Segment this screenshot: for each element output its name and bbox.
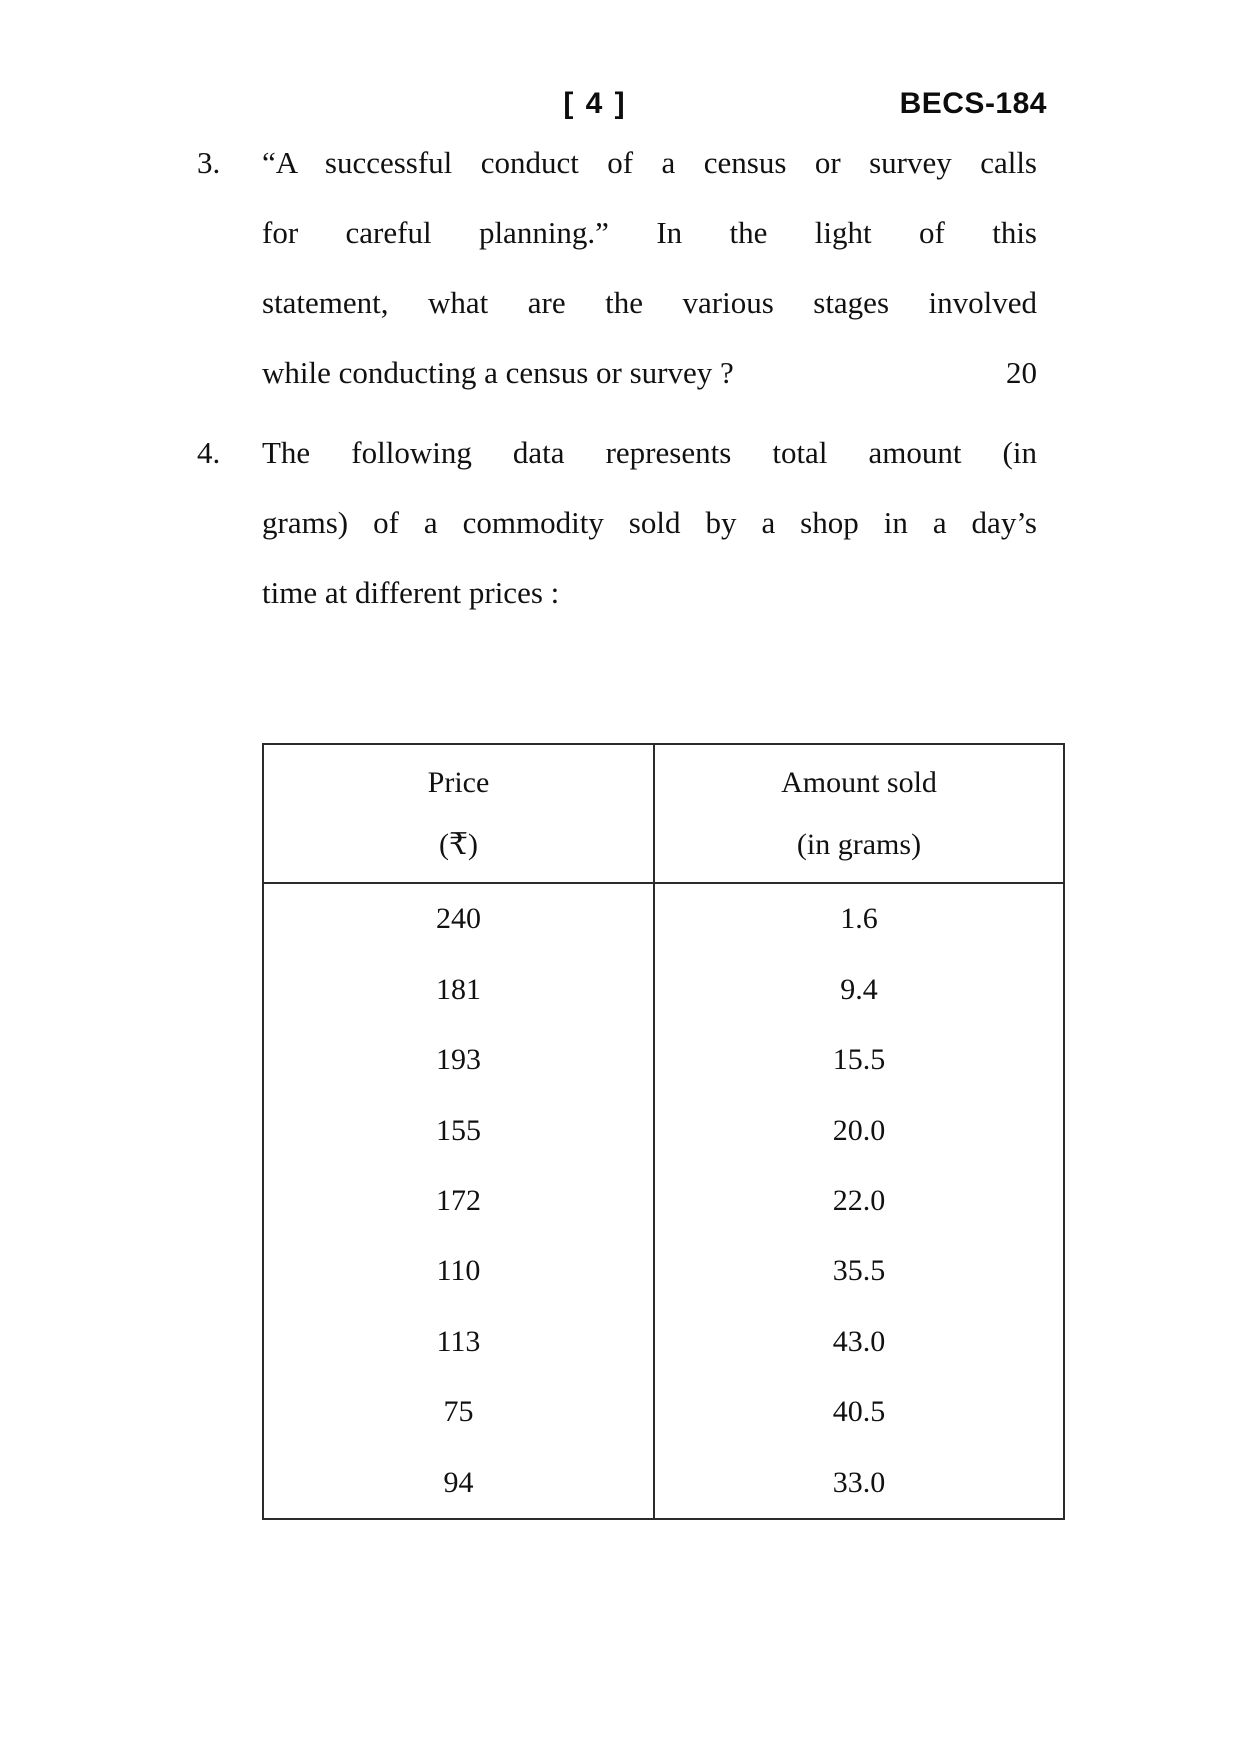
- price-header-unit: (₹): [438, 827, 479, 861]
- price-cell: 75: [443, 1395, 474, 1429]
- question-3-marks: 20: [1006, 355, 1037, 390]
- price-cell: 94: [443, 1465, 474, 1499]
- question-4-line-3: time at different prices :: [262, 575, 560, 610]
- amount-cell: 22.0: [832, 1183, 886, 1217]
- amount-cell: 35.5: [832, 1254, 886, 1288]
- amount-column: [655, 884, 1063, 1518]
- price-cell: 172: [436, 1183, 481, 1217]
- course-code: BECS-184: [899, 87, 1047, 120]
- question-3-text: [262, 128, 1037, 408]
- question-4-line-2: grams) of a commodity sold by a shop in a day’s: [262, 505, 1037, 540]
- question-4-line-1: The following data represents total amount (in: [262, 435, 1037, 470]
- price-header-title: Price: [427, 765, 490, 799]
- table-body: [264, 884, 1063, 1518]
- question-4-number: 4.: [197, 435, 221, 470]
- amount-cell: 33.0: [832, 1465, 886, 1499]
- price-cell: 155: [436, 1113, 481, 1147]
- price-amount-table: [262, 743, 1065, 1520]
- amount-cell: 15.5: [832, 1043, 886, 1077]
- amount-header-title: Amount sold: [781, 765, 937, 799]
- amount-cell: 40.5: [832, 1395, 886, 1429]
- price-header-cell: [264, 745, 655, 882]
- price-column: [264, 884, 655, 1518]
- question-3-line-4-text: while conducting a census or survey ?: [262, 355, 734, 390]
- question-3-line-4: [262, 338, 1037, 408]
- amount-cell: 1.6: [840, 902, 878, 936]
- amount-cell: 43.0: [832, 1324, 886, 1358]
- price-cell: 110: [436, 1254, 481, 1288]
- amount-header-unit: (in grams): [796, 827, 922, 861]
- page-number: [ 4 ]: [563, 87, 627, 120]
- question-3-line-3: statement, what are the various stages involved: [262, 285, 1037, 320]
- price-cell: 240: [436, 902, 481, 936]
- price-cell: 193: [436, 1043, 481, 1077]
- price-cell: 181: [436, 972, 481, 1006]
- amount-cell: 9.4: [840, 972, 878, 1006]
- question-3-line-1: “A successful conduct of a census or survey calls: [262, 145, 1037, 180]
- question-3-number: 3.: [197, 145, 221, 180]
- running-head: [0, 84, 1241, 124]
- question-4-text: [262, 418, 1037, 628]
- question-3-line-2: for careful planning.” In the light of this: [262, 215, 1037, 250]
- price-cell: 113: [436, 1324, 481, 1358]
- amount-cell: 20.0: [832, 1113, 886, 1147]
- table-header-row: [264, 745, 1063, 884]
- amount-header-cell: [655, 745, 1063, 882]
